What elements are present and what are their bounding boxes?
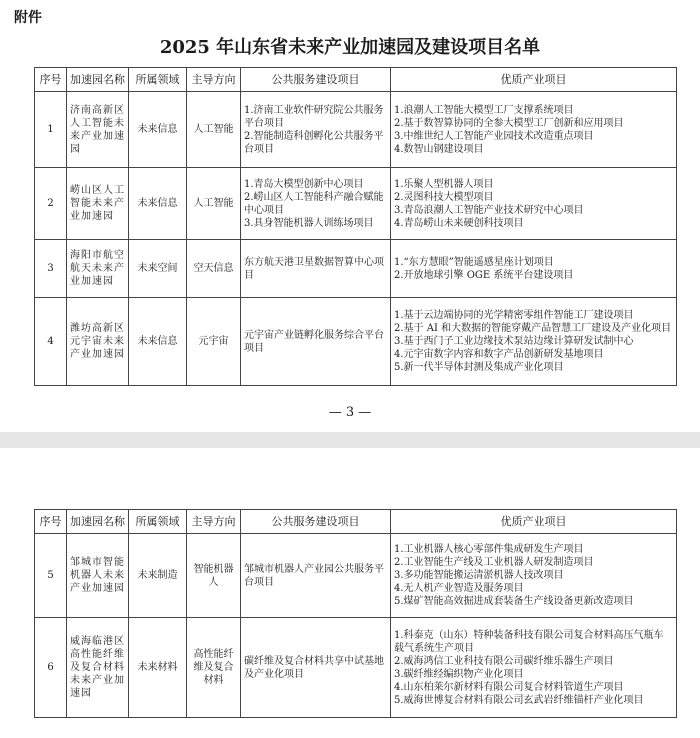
attachment-label: 附件 [14, 10, 42, 26]
quality-project-item: 1.工业机器人核心零部件集成研发生产项目 [394, 544, 584, 555]
row-no: 4 [35, 298, 67, 386]
quality-project-item: 4.数智山钢建设项目 [394, 143, 484, 155]
row-no: 5 [35, 534, 67, 618]
col-header-projects: 优质产业项目 [391, 68, 677, 92]
field: 未来信息 [129, 298, 187, 386]
quality-project-item: 4.山东柏莱尔新材料有限公司复合材料管道生产项目 [394, 681, 624, 693]
public-project-item: 碳纤维及复合材料共享中试基地及产业化项目 [244, 655, 384, 680]
public-projects [241, 240, 391, 298]
col-header-direction: 主导方向 [187, 510, 241, 534]
table-row [35, 618, 677, 718]
quality-project-item: 2.灵图科技大模型项目 [394, 191, 494, 203]
quality-project-item: 5.新一代半导体封测及集成产业化项目 [394, 362, 564, 373]
quality-project-item: 3.碳纤维经编织物产业化项目 [394, 668, 524, 680]
col-header-field: 所属领域 [129, 510, 187, 534]
quality-project-item: 5.威海世博复合材料有限公司玄武岩纤维锚杆产业化项目 [394, 694, 644, 706]
project-table-page-2 [34, 509, 677, 718]
park-name: 潍坊高新区元宇宙未来产业加速园 [67, 298, 129, 386]
row-no: 6 [35, 618, 67, 718]
table-header-row [35, 68, 677, 92]
quality-project-item: 5.煤矿智能高效掘进成套装备生产线设备更新改造项目 [394, 596, 634, 607]
quality-project-item: 2.基于 AI 和大数据的智能穿戴产品智慧工厂建设及产业化项目 [394, 323, 672, 334]
public-project-item: 3.具身智能机器人训练场项目 [244, 217, 374, 229]
quality-projects [391, 298, 677, 386]
park-name: 崂山区人工智能未来产业加速园 [67, 168, 129, 240]
col-header-no: 序号 [35, 510, 67, 534]
quality-project-item: 2.基于数智算协同的全参大模型工厂创新和应用项目 [394, 117, 624, 129]
field: 未来材料 [129, 618, 187, 718]
quality-project-item: 4.无人机产业智造及服务项目 [394, 583, 524, 594]
row-no: 3 [35, 240, 67, 298]
public-project-item: 2.智能制造科创孵化公共服务平台项目 [244, 130, 384, 155]
direction: 元宇宙 [187, 298, 241, 386]
public-project-item: 东方航天港卫星数据智算中心项目 [244, 256, 384, 281]
quality-project-item: 4.元宇宙数字内容和数字产品创新研发基地项目 [394, 349, 604, 360]
quality-project-item: 3.中维世纪人工智能产业园技术改造重点项目 [394, 130, 594, 142]
page-separator [0, 432, 700, 448]
park-name: 济南高新区人工智能未来产业加速园 [67, 92, 129, 168]
direction: 智能机器人 [187, 534, 241, 618]
quality-project-item: 1.浪潮人工智能大模型工厂支撑系统项目 [394, 104, 574, 116]
table-header-row [35, 510, 677, 534]
public-project-item: 1.济南工业软件研究院公共服务平台项目 [244, 104, 384, 129]
quality-project-item: 1.“东方慧眼”智能遥感星座计划项目 [394, 256, 554, 268]
project-table-page-1 [34, 67, 677, 386]
quality-project-item: 1.科泰克（山东）特种装备科技有限公司复合材料高压气瓶车载气系统生产项目 [394, 629, 664, 654]
direction: 空天信息 [187, 240, 241, 298]
col-header-public: 公共服务建设项目 [241, 68, 391, 92]
col-header-public: 公共服务建设项目 [241, 510, 391, 534]
public-project-item: 2.崂山区人工智能科产融合赋能中心项目 [244, 191, 384, 216]
field: 未来信息 [129, 168, 187, 240]
table-row [35, 92, 677, 168]
field: 未来空间 [129, 240, 187, 298]
document-page-2 [0, 448, 700, 738]
park-name: 威海临港区高性能纤维及复合材料未来产业加速园 [67, 618, 129, 718]
quality-project-item: 3.青岛浪潮人工智能产业技术研究中心项目 [394, 204, 584, 216]
quality-projects [391, 534, 677, 618]
document-title: 2025 年山东省未来产业加速园及建设项目名单 [159, 37, 541, 58]
row-no: 1 [35, 92, 67, 168]
public-projects [241, 168, 391, 240]
quality-projects [391, 240, 677, 298]
col-header-no: 序号 [35, 68, 67, 92]
row-no: 2 [35, 168, 67, 240]
park-name: 海阳市航空航天未来产业加速园 [67, 240, 129, 298]
field: 未来信息 [129, 92, 187, 168]
quality-project-item: 4.青岛崂山未来硬创科技项目 [394, 217, 524, 229]
quality-project-item: 2.工业智能生产线及工业机器人研发制造项目 [394, 557, 594, 568]
table-row [35, 168, 677, 240]
quality-project-item: 2.开放地球引擎 OGE 系统平台建设项目 [394, 269, 574, 281]
public-projects [241, 298, 391, 386]
field: 未来制造 [129, 534, 187, 618]
quality-projects [391, 618, 677, 718]
public-project-item: 元宇宙产业链孵化服务综合平台项目 [244, 329, 384, 354]
table-row [35, 240, 677, 298]
page-number: — 3 — [328, 405, 372, 420]
direction: 人工智能 [187, 92, 241, 168]
quality-project-item: 3.基于西门子工业边缘技术泵站边缘计算研发试制中心 [394, 336, 634, 347]
col-header-park: 加速园名称 [67, 68, 129, 92]
quality-project-item: 3.多功能智能搬运清淤机器人技改项目 [394, 570, 564, 581]
col-header-park: 加速园名称 [67, 510, 129, 534]
quality-projects [391, 168, 677, 240]
table-row [35, 298, 677, 386]
quality-project-item: 2.威海鸿信工业科技有限公司碳纤维乐器生产项目 [394, 655, 614, 667]
direction: 高性能纤维及复合材料 [187, 618, 241, 718]
quality-project-item: 1.基于云边端协同的光学精密零组件智能工厂建设项目 [394, 310, 634, 321]
table-row [35, 534, 677, 618]
quality-project-item: 1.乐聚人型机器人项目 [394, 178, 494, 190]
col-header-direction: 主导方向 [187, 68, 241, 92]
quality-projects [391, 92, 677, 168]
public-project-item: 邹城市机器人产业园公共服务平台项目 [244, 563, 384, 588]
col-header-field: 所属领域 [129, 68, 187, 92]
public-projects [241, 92, 391, 168]
col-header-projects: 优质产业项目 [391, 510, 677, 534]
public-projects [241, 618, 391, 718]
public-projects [241, 534, 391, 618]
public-project-item: 1.青岛大模型创新中心项目 [244, 178, 364, 190]
direction: 人工智能 [187, 168, 241, 240]
park-name: 邹城市智能机器人未来产业加速园 [67, 534, 129, 618]
